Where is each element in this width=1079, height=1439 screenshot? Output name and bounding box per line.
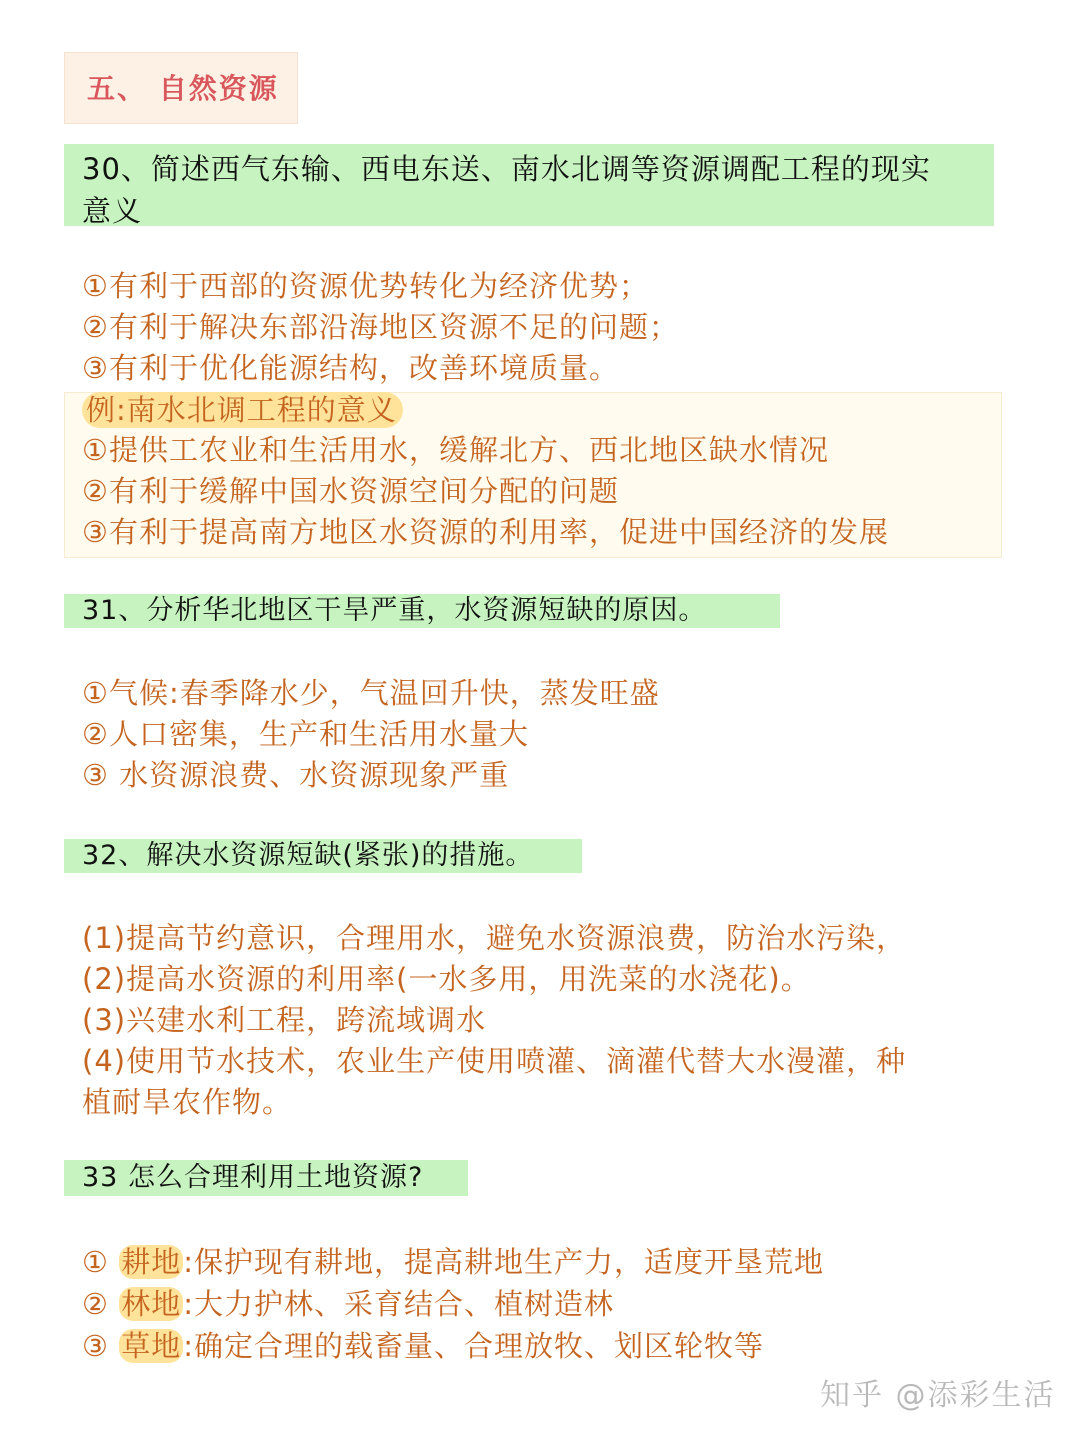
answer-31-2: ②人口密集，生产和生活用水量大	[82, 717, 529, 751]
answer-32-4: (4)使用节水技术，农业生产使用喷灌、滴灌代替大水漫灌，种	[82, 1044, 907, 1078]
question-30	[64, 144, 994, 226]
example-item-2: ②有利于缓解中国水资源空间分配的问题	[82, 474, 619, 508]
example-item-1: ①提供工农业和生活用水，缓解北方、西北地区缺水情况	[82, 433, 829, 467]
answer-30-2: ②有利于解决东部沿海地区资源不足的问题；	[82, 310, 679, 344]
answer-33-2-prefix: ②	[82, 1287, 120, 1321]
question-30-line1: 30、简述西气东输、西电东送、南水北调等资源调配工程的现实	[82, 152, 931, 186]
answer-30-1: ①有利于西部的资源优势转化为经济优势；	[82, 269, 649, 303]
question-32: 32、解决水资源短缺(紧张)的措施。	[64, 839, 582, 873]
answer-33-1-prefix: ①	[82, 1245, 120, 1279]
example-item-3: ③有利于提高南方地区水资源的利用率，促进中国经济的发展	[82, 515, 889, 549]
example-title: 例:南水北调工程的意义	[82, 392, 403, 428]
section-title: 五、 自然资源	[64, 52, 298, 124]
answer-33-3-key: 草地	[121, 1329, 182, 1363]
answer-30-3: ③有利于优化能源结构，改善环境质量。	[82, 351, 619, 385]
answer-33-3	[82, 1326, 764, 1367]
answer-32-5: 植耐旱农作物。	[82, 1085, 293, 1119]
question-31: 31、分析华北地区干旱严重，水资源短缺的原因。	[64, 594, 780, 628]
question-30-line2: 意义	[82, 194, 143, 228]
answer-33-2-rest: :大力护林、采育结合、植树造林	[183, 1287, 615, 1321]
answer-32-2: (2)提高水资源的利用率(一水多用，用洗菜的水浇花)。	[82, 962, 811, 996]
answer-33-2	[82, 1284, 614, 1325]
answer-33-1-rest: :保护现有耕地，提高耕地生产力，适度开垦荒地	[183, 1245, 825, 1279]
answer-33-3-rest: :确定合理的载畜量、合理放牧、划区轮牧等	[183, 1329, 765, 1363]
answer-33-2-key: 林地	[121, 1287, 182, 1321]
answer-33-1	[82, 1242, 824, 1283]
answer-32-1: (1)提高节约意识，合理用水，避免水资源浪费，防治水污染，	[82, 921, 907, 955]
answer-31-1: ①气候:春季降水少，气温回升快，蒸发旺盛	[82, 676, 660, 710]
answer-31-3: ③ 水资源浪费、水资源现象严重	[82, 758, 510, 792]
watermark: 知乎 @添彩生活	[820, 1378, 1056, 1413]
answer-33-1-key: 耕地	[121, 1245, 182, 1279]
answer-33-3-prefix: ③	[82, 1329, 120, 1363]
answer-32-3: (3)兴建水利工程，跨流域调水	[82, 1003, 487, 1037]
question-33: 33 怎么合理利用土地资源?	[64, 1160, 468, 1196]
